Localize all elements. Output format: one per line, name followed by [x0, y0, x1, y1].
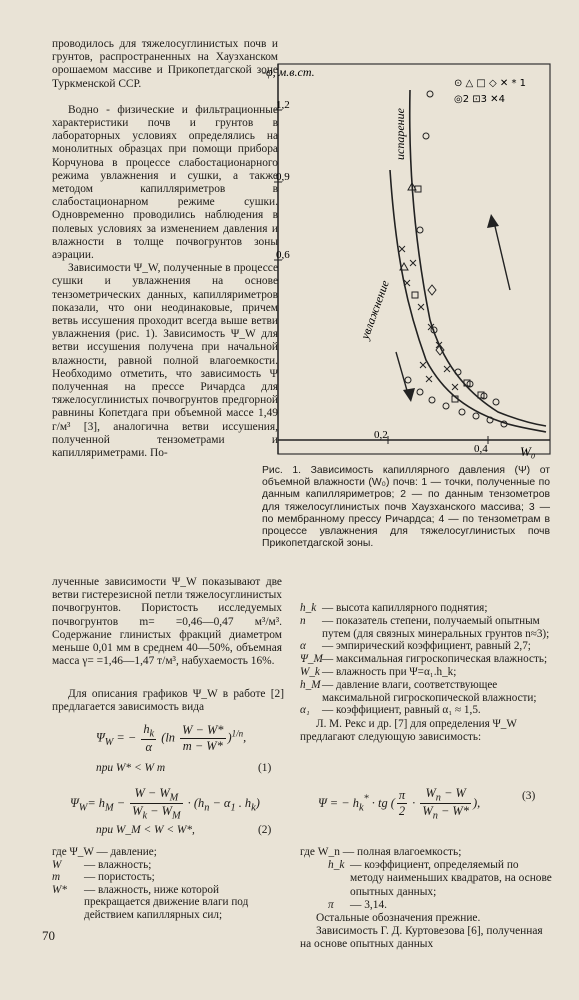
- formula-2: $\Psi_W= h_M$ − $\frac{W - W_M}{W_k - W_M}$ · ($h_n - \alpha_1$ . $h_k$): [70, 786, 260, 822]
- y-axis-label: -φ, м.в.ст.: [262, 65, 315, 79]
- data-markers: [400, 91, 507, 427]
- definition-symbol: π: [328, 898, 334, 911]
- eq3-def-intro: где W_n — полная влагоемкость;: [300, 846, 462, 858]
- symbol-definitions: [300, 602, 552, 744]
- formula-1: $\Psi_W$ = − $\frac{h_k}{\alpha}$ (ln $\frac{W - W*}{m - W*}$ )$^{1/n}$,: [96, 722, 247, 755]
- definition-symbol: h_k: [300, 602, 317, 614]
- definition-symbol: W_k: [300, 665, 320, 678]
- y-tick-label: 0,6: [276, 249, 290, 261]
- full-text-2: Для описания графиков Ψ_W в работе [2] предлагается зависимость вида: [52, 688, 284, 714]
- definition-symbol: W*: [52, 883, 67, 896]
- definition-row: [300, 615, 552, 641]
- definition-text: — 3,14.: [350, 898, 388, 911]
- formula-3: Ψ = − $h_k^*$ · tg ( $\frac{\pi}{2}$ · $\frac{W_n - W}{W_n - W*}$ ),: [318, 786, 481, 822]
- definition-symbol: α₁: [300, 704, 310, 717]
- definition-symbol: α: [300, 640, 306, 653]
- definition-row: [52, 871, 284, 884]
- definition-row: [300, 653, 552, 666]
- legend-row-2: ◎2 ⊡3 ✕4: [454, 94, 505, 105]
- figure-caption: Рис. 1. Зависимость капиллярного давления (Ψ) от объемной влажности (W₀) почв: 1 — точки, полученные по данным капилляриметров; 2 — по данным тензометров для тяжелосуглинистых почв Хаузханского массива; 3 — по мембранному прессу Ричардса; 4 — по тензометрам в процессе увлажнения для тяжелосуглинистых почв Прикопетдагской зоны.: [262, 465, 550, 550]
- definition-symbol: n: [300, 614, 306, 627]
- formula-1-condition: при W* < W m: [96, 762, 166, 774]
- left-definitions: [52, 846, 284, 922]
- wetting-curve-label: увлажнение: [357, 278, 392, 342]
- cross-markers: [399, 246, 458, 390]
- drying-curve-label: испарение: [393, 108, 407, 160]
- equation-number-2: (2): [258, 824, 272, 836]
- definition-text: — показатель степени, получаемый опытным путем (для связных минеральных грунтов n≈3);: [322, 614, 550, 640]
- left-column-text: [52, 38, 278, 460]
- definition-symbol: Ψ_M: [300, 653, 323, 666]
- paragraph-methods: Водно - физические и фильтрационные характеристики почв и грунтов в лабораторных условиях определялись на монолитных образцах при помощи прибора Корчунова в процессе слабостационарного режима увлажнения и сушки, а также методом капилляриметров в слабостационарном режиме сушки. Одновременно проводились наблюдения в полевых условиях за изменением давления и влажности в толще почвогрунтов зоны аэрации.: [52, 103, 278, 262]
- definition-row: [300, 899, 552, 912]
- definition-text: — пористость;: [84, 871, 155, 884]
- paragraph-intro: проводилось для тяжелосуглинистых почв и грунтов, распространенных на Хаузханском орошаемом массиве и Прикопетдагской зоне Туркменской ССР.: [52, 38, 278, 90]
- definition-text: — эмпирический коэффициент, равный 2,7;: [322, 640, 531, 653]
- y-tick-label: 1,2: [276, 99, 290, 111]
- definition-symbol: W: [52, 858, 62, 871]
- capillary-pressure-figure: [258, 40, 558, 460]
- definition-row: [52, 884, 284, 922]
- equation-number-3: (3): [522, 790, 536, 802]
- full-text-1: лученные зависимости Ψ_W показывают две ветви гистерезисной петли тяжелосуглинистых почвогрунтов. Пористость исследуемых почвогрунтов m= =0,46—0,47 м³/м³. Содержание глинистых фракций диаметром меньше 0,01 мм в среднем 40—50%, объемная масса γ= =1,46—1,47 т/м³, набухаемость 16%.: [52, 576, 282, 668]
- wetting-arrow: [396, 352, 408, 394]
- eq3-definitions: [300, 846, 552, 952]
- page-number: 70: [42, 928, 55, 943]
- drying-curve: [410, 90, 546, 426]
- definition-symbol: m: [52, 871, 61, 884]
- definition-row: [300, 704, 552, 717]
- definition-symbol: h_M: [300, 678, 321, 691]
- definition-row: [52, 859, 284, 872]
- formula-2-condition: при W_M < W < W*,: [96, 824, 195, 836]
- definition-text: — коэффициент, равный α₁ ≈ 1,5.: [322, 704, 481, 717]
- definition-row: [300, 640, 552, 653]
- definition-text: — влажность при Ψ=α₁.h_k;: [322, 665, 457, 678]
- definition-text: — влажность;: [84, 858, 152, 871]
- definition-text: — максимальная гигроскопическая влажность;: [322, 653, 548, 666]
- definition-text: — давление влаги, соответствующее максимальной гигроскопической влажности;: [322, 678, 537, 704]
- definition-row: [300, 859, 552, 899]
- x-tick-label: 0,4: [474, 443, 488, 455]
- drying-arrow: [494, 222, 510, 290]
- y-tick-label: 0,9: [276, 171, 290, 183]
- paragraph-results: Зависимости Ψ_W, полученные в процессе сушки и увлажнения на основе тензометрических данных, капилляриметров показали, что они неодинаковые, причем ветвь иссушения проходит всегда выше ветви увлажнения (рис. 1). Зависимость Ψ_W для ветви иссушения получена при начальной влажности, равной полной влагоемкости. Необходимо отметить, что зависимость Ψ полученная на прессе Ричардса для тяжелосуглинистых почвогрунтов предгорной равнины Копетдага при объемной массе 1,49 г/м³ [3], аналогична ветви иссушения, полученной тензометрами и капилляриметрами. По-: [52, 262, 278, 460]
- definition-row: [300, 602, 552, 615]
- closing-text: Зависимость Г. Д. Куртовезова [6], полученная на основе опытных данных: [300, 925, 543, 951]
- left-def-intro: где Ψ_W — давление;: [52, 846, 157, 858]
- wetting-arrowhead: [403, 388, 415, 402]
- drying-arrowhead: [487, 214, 499, 228]
- definition-text: — высота капиллярного поднятия;: [322, 602, 488, 614]
- x-tick-label: 0,2: [374, 429, 388, 441]
- definition-text: — коэффициент, определяемый по методу наименьших квадратов, на основе опытных данных;: [350, 859, 552, 898]
- figure-frame: [278, 64, 550, 454]
- definition-text: — влажность, ниже которой прекращается движение влаги под действием капиллярных сил;: [84, 883, 249, 921]
- definition-row: [300, 666, 552, 679]
- definition-symbol: h_k: [328, 859, 345, 872]
- definition-row: [300, 679, 552, 705]
- eq3-def-outro: Остальные обозначения прежние.: [316, 912, 481, 925]
- legend-row-1: ⊙ △ □ ◇ ✕ * 1: [454, 78, 527, 89]
- rex-text: Л. М. Рекс и др. [7] для определения Ψ_W предлагают следующую зависимость:: [300, 718, 517, 743]
- equation-number-1: (1): [258, 762, 272, 774]
- x-axis-label: W₀: [520, 444, 536, 459]
